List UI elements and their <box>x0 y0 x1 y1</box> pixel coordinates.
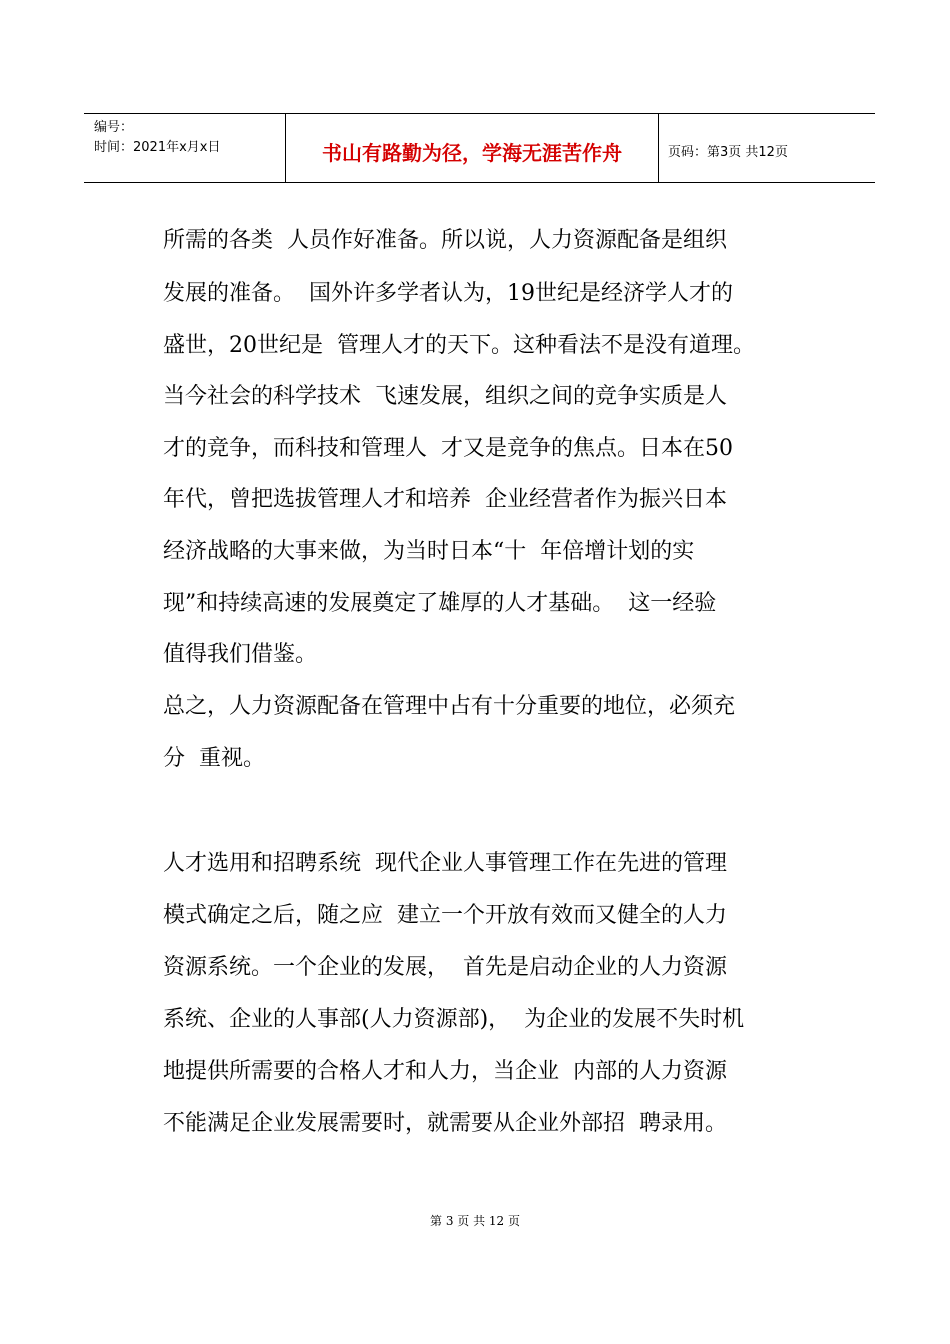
body-line: 系统、企业的人事部(人力资源部)， 为企业的发展不失时机 <box>163 1007 745 1032</box>
body-line: 分 重视。 <box>163 746 265 771</box>
body-line: 值得我们借鉴。 <box>163 642 318 667</box>
header-meta-cell <box>84 114 286 182</box>
body-line: 发展的准备。 国外许多学者认为，19世纪是经济学人才的 <box>163 281 733 306</box>
body-line: 所需的各类 人员作好准备。所以说，人力资源配备是组织 <box>163 228 727 253</box>
document-number-label: 编号： <box>94 120 134 135</box>
header-page-cell <box>659 114 875 182</box>
body-line: 地提供所需要的合格人才和人力，当企业 内部的人力资源 <box>163 1059 727 1084</box>
body-line: 年代，曾把选拔管理人才和培养 企业经营者作为振兴日本 <box>163 487 727 512</box>
document-header <box>84 113 875 183</box>
body-line: 资源系统。一个企业的发展， 首先是启动企业的人力资源 <box>163 955 727 980</box>
body-line: 现”和持续高速的发展奠定了雄厚的人才基础。 这一经验 <box>163 591 717 616</box>
body-line: 当今社会的科学技术 飞速发展，组织之间的竞争实质是人 <box>163 384 727 409</box>
body-line: 不能满足企业发展需要时，就需要从企业外部招 聘录用。 <box>163 1111 727 1136</box>
body-line: 经济战略的大事来做，为当时日本“十 年倍增计划的实 <box>163 539 695 564</box>
header-motto-cell <box>286 114 659 182</box>
body-line: 才的竞争，而科技和管理人 才又是竞争的焦点。日本在50 <box>163 436 733 461</box>
header-motto: 书山有路勤为径，学海无涯苦作舟 <box>322 141 622 165</box>
page-footer: 第 3 页 共 12 页 <box>430 1214 520 1228</box>
body-line: 总之，人力资源配备在管理中占有十分重要的地位，必须充 <box>163 694 736 719</box>
header-page-code: 页码：第3页 共12页 <box>668 145 788 160</box>
body-line: 盛世，20世纪是 管理人才的天下。这种看法不是没有道理。 <box>163 333 755 358</box>
body-line: 模式确定之后，随之应 建立一个开放有效而又健全的人力 <box>163 903 727 928</box>
body-line: 人才选用和招聘系统 现代企业人事管理工作在先进的管理 <box>163 851 727 876</box>
document-time-label: 时间：2021年x月x日 <box>94 140 221 155</box>
